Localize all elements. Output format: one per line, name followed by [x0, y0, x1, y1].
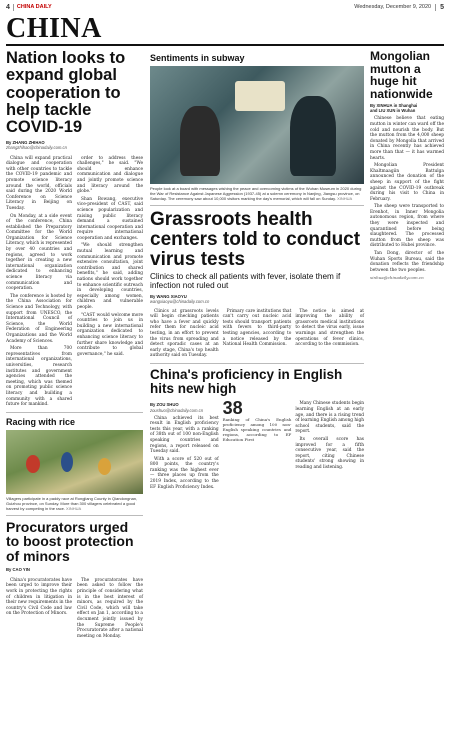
- story3-deck: Clinics to check all patients with fever, isolate them if infection not ruled out: [150, 271, 341, 291]
- story4-headline[interactable]: China's proficiency in English hits new high: [150, 367, 343, 397]
- paragraph: With a score of 520 out of 800 points, the country's ranking was the highest ever — three places up from the 2019 Index, according to the EF English Proficiency Index.: [150, 456, 219, 490]
- divider: [150, 205, 364, 206]
- story2-col-a: [6, 576, 72, 640]
- paragraph: Many Chinese students begin learning English at an early age, and there is a rising trend of learning English among high school students, said the report.: [295, 401, 365, 435]
- message-board: [235, 81, 285, 111]
- story1-byline: [6, 140, 143, 150]
- story3-email[interactable]: wangxiaoyu@chinadaily.com.cn: [150, 298, 210, 304]
- story3-col-b: [223, 307, 292, 359]
- story4-col-b: [223, 399, 292, 490]
- story1-email[interactable]: zhangzhihao@chinadaily.com.cn: [6, 144, 67, 150]
- paragraph: "CAST would welcome more countries to join us in building a new international organization dedicated to enhancing science literacy to further share knowledge and contribute to global governance," he said.: [77, 312, 143, 357]
- story2-body: [6, 576, 143, 640]
- paragraph: China's procuratorates have been urged to improve their work in protecting the rights of children in litigation in their new requirements in the country's Civil Code and law on the Protection of Minors.: [6, 577, 72, 617]
- story4-email[interactable]: zoushuo@chinadaily.com.cn: [150, 407, 204, 413]
- story5-body: [370, 116, 444, 273]
- story3-headline[interactable]: Grassroots health centers told to conduct virus tests: [150, 209, 361, 270]
- section-rule: [6, 44, 444, 46]
- credit: XINHUA: [66, 505, 82, 511]
- story4-col-a: [150, 399, 219, 490]
- paragraph: Its overall score has improved for a fifth consecutive year, said the report, citing Chinese students' strong showing in reading and listening.: [295, 436, 365, 470]
- race-photo[interactable]: [6, 430, 143, 494]
- paragraph: Shan Bowang, executive vice-president of CAST, said science popularization and raising public literacy demand a sustained international cooperation and require international cooperation and exchanges.: [77, 196, 143, 241]
- story4-col-c: [295, 399, 364, 490]
- photo1-caption: [150, 186, 364, 201]
- photo1-label[interactable]: Sentiments in subway: [150, 53, 245, 63]
- stat-number: 38: [222, 398, 243, 419]
- right-column: [370, 50, 444, 280]
- subway-photo[interactable]: [150, 66, 364, 184]
- figure: [290, 96, 336, 176]
- story5-email[interactable]: xinhua@chinadaily.com.cn: [370, 275, 424, 281]
- right-page-number: 5: [440, 3, 444, 11]
- paragraph: Tan Dong, director of the Wuhan Sports Bureau, said the donation reflects the friendship between the two peoples.: [370, 251, 444, 273]
- page-number: 4: [6, 3, 10, 11]
- story3-body: [150, 307, 364, 359]
- divider: [435, 4, 436, 11]
- dateline: Wednesday, December 9, 2020: [354, 4, 432, 10]
- figure: [98, 458, 111, 475]
- paragraph: The procuratorates have been asked to follow the principle of considering what is in the best interest of minors, as required by the Civil Code, which will take effect on Jan 1, according to a document jointly issued by the Supreme People's Procuratorate after a national meeting on Monday.: [77, 577, 143, 639]
- story5-author: By XINHUA in Shanghai: [370, 103, 418, 109]
- story2-col-b: [77, 576, 143, 640]
- divider: [6, 412, 143, 413]
- paragraph: China will expand practical dialogue and cooperation with other countries to tackle the COVID-19 pandemic and promote science literacy around the world, officials said during the 2020 World Conference on Science Literacy in Beijing on Tuesday.: [6, 155, 72, 211]
- paper-name: CHINA DAILY: [16, 4, 52, 10]
- paragraph: China achieved its best result in English proficiency tests this year, with a ranking of 38th out of 100 non-English speaking countries and regions, a report released on Tuesday said.: [150, 415, 219, 455]
- story3-col-c: [295, 307, 364, 359]
- photo2-caption: [6, 496, 143, 511]
- story1-body: [6, 154, 143, 408]
- story1-col-b: [77, 154, 143, 408]
- middle-column: [150, 50, 364, 490]
- masthead-bar: [0, 0, 450, 14]
- story1-headline[interactable]: Nation looks to expand global cooperation to help tackle COVID-19: [6, 49, 126, 137]
- story4-body: [150, 399, 364, 490]
- paragraph: The notice is aimed at improving the ability of grassroots medical institutions to detect the virus early, issue warnings and strengthen the operations of fever clinics, according to the commission.: [295, 308, 365, 348]
- divider: [13, 4, 14, 11]
- paragraph: On Monday, at a side event of the conference, China established the Preparatory Committee for the World Organization for Science Literacy, which is represented by over 40 countries and regions, agreed to work together in creating a new international organization dedicated to enhancing science literacy via communication and cooperation.: [6, 213, 72, 292]
- credit: XINHUA: [337, 196, 353, 201]
- paragraph: The conference is hosted by the China Association for Science and Technology, with support from UNESCO, the International Council of Science, the World Federation of Engineering Organizations and the World Academy of Sciences.: [6, 293, 72, 344]
- story1-author: By ZHANG ZHIHAO: [6, 139, 45, 145]
- story3-byline: [150, 294, 364, 304]
- section-title: CHINA: [6, 13, 102, 44]
- caption-text: People look at a board with messages wishing the peace and overcoming victims of the Wuhan Museum in 2020 during the War of Resistance Against Japanese Aggression (1937-45) at a solemn ceremony in Nanjing, Jiangsu province, on Saturday. The ceremony saw about 10,000 visitors marking the day's memorial, which will fall on Sunday.: [150, 186, 362, 201]
- story2-headline[interactable]: Procurators urged to boost protection of minors: [6, 518, 134, 565]
- paragraph: Primary care institutions that can't carry out nucleic acid tests should transport patients with fevers to third-party testing agencies, according to a notice released by the National Health Commission.: [222, 308, 292, 348]
- paragraph: "We should strengthen mutual learning and communication and promote extensive consultation, joint contribution and shared benefits," he said, adding nations should work together to enhance scientific outreach in developing countries, especially among women, children and vulnerable people.: [77, 243, 143, 310]
- story5-author2: and LIU XUN in Wuhan: [370, 108, 416, 114]
- paragraph: The sheep were transported to Erenhot, in Inner Mongolia autonomous region, from where they were inspected and quarantined before being slaughtered. The processed mutton from the sheep was distributed to Hubei province.: [370, 204, 444, 249]
- story5-headline[interactable]: Mongolian mutton a huge hit nationwide: [370, 49, 433, 101]
- divider: [150, 363, 364, 364]
- paragraph: Clinics at grassroots levels will begin checking patients who have a fever and quickly refer them for nucleic acid testing, in an effort to prevent the virus from spreading and detect sporadic cases at an early stage, China's top health authority said on Tuesday.: [150, 308, 219, 359]
- photo2-headline[interactable]: Racing with rice: [6, 416, 76, 427]
- paragraph: More than 700 representatives from international organizations, universities, research institutes and government agencies attended the meeting, which was themed on promoting public science literacy and building a community with a shared future for mankind.: [6, 346, 72, 408]
- story1-col-a: [6, 154, 72, 408]
- figure: [61, 452, 73, 472]
- divider: [6, 515, 143, 516]
- story4-author: By ZOU SHUO: [150, 402, 179, 408]
- story3-col-a: [150, 307, 219, 359]
- story4-byline: [150, 402, 219, 413]
- paragraph: order to address these challenges," he said. "We should enhance communication and dialogue and jointly promote science and literacy around the globe.": [77, 155, 143, 195]
- story5-byline: [370, 103, 444, 113]
- story3-author: By WANG XIAOYU: [150, 293, 187, 299]
- stat-text: Ranking of China's English proficiency among 100 non-English speaking countries and regions, according to EF Education First: [222, 417, 292, 443]
- figure: [180, 106, 220, 176]
- paragraph: Chinese believe that eating mutton in winter can ward off the cold and nourish the body. But the mutton from the 4,000 sheep donated by Mongolia that arrived in China recently has achieved more than that — it has warmed hearts.: [370, 116, 444, 161]
- caption-text: Villagers participate in a paddy race at Rongjiang County in Qiandongnan, Guizhou province, on Sunday. More than 300 villagers celebrated a good harvest by competing in the race.: [6, 495, 138, 511]
- story2-byline: By CAO YIN: [6, 566, 30, 572]
- figure: [26, 455, 40, 473]
- paragraph: Mongolian President Khaltmaagiin Battulga announced the donation of the sheep in support of the fight against the COVID-19 outbreak during his visit to China in February.: [370, 163, 444, 202]
- left-column: [6, 50, 143, 639]
